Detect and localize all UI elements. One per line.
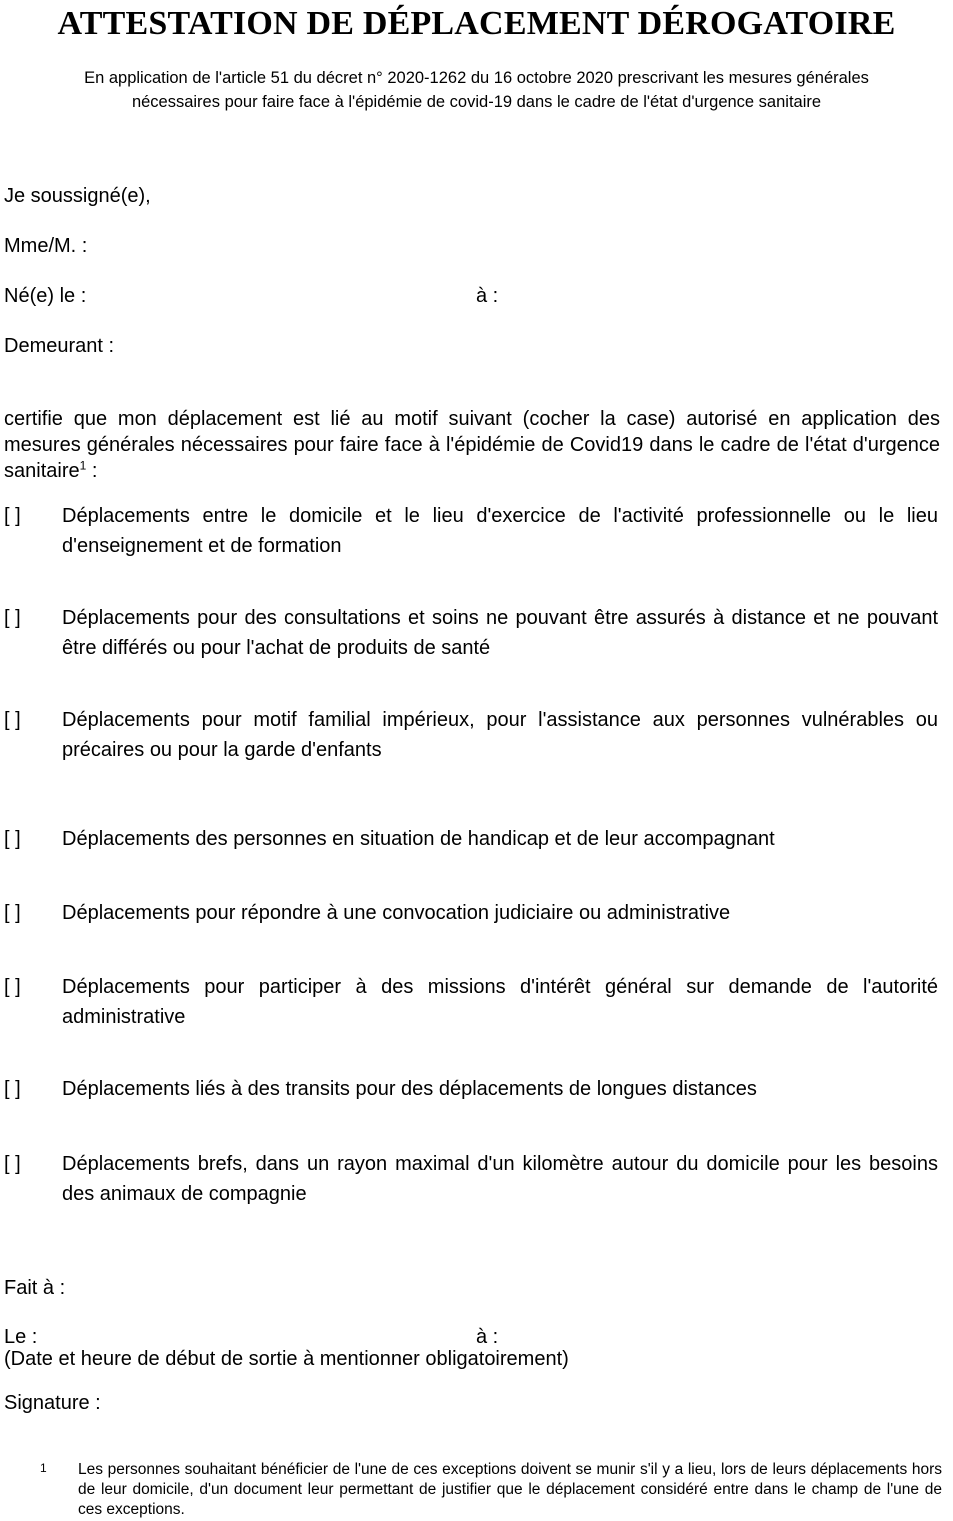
reason-label: Déplacements entre le domicile et le lieu d'exercice de l'activité professionnelle ou le lieu d'enseignement et de formation: [62, 505, 938, 557]
reason-checkbox[interactable]: [ ]: [4, 1078, 21, 1100]
date-label: Le :: [4, 1326, 38, 1348]
certification-paragraph: [4, 406, 940, 484]
document-title: ATTESTATION DE DÉPLACEMENT DÉROGATOIRE: [57, 5, 896, 42]
certification-suffix: :: [86, 460, 98, 482]
reason-checkbox[interactable]: [ ]: [4, 505, 21, 527]
reason-checkbox[interactable]: [ ]: [4, 976, 21, 998]
birthdate-field-label: Né(e) le :: [4, 285, 87, 307]
subtitle-line-2: nécessaires pour faire face à l'épidémie de covid-19 dans le cadre de l'état d'urgence sanitaire: [131, 93, 822, 111]
fait-a-label: Fait à :: [4, 1277, 66, 1299]
footnote-number: 1: [40, 1461, 47, 1475]
reason-label: Déplacements pour répondre à une convocation judiciaire ou administrative: [62, 902, 731, 924]
address-field-label: Demeurant :: [4, 335, 115, 357]
birthplace-field-label: à :: [476, 285, 499, 307]
footnote-reference: 1: [79, 458, 87, 473]
name-field-label: Mme/M. :: [4, 235, 88, 257]
reason-checkbox[interactable]: [ ]: [4, 1153, 21, 1175]
date-note: (Date et heure de début de sortie à mentionner obligatoirement): [4, 1348, 569, 1370]
reason-label: Déplacements pour motif familial impérieux, pour l'assistance aux personnes vulnérables ou précaires ou pour la garde d'enfants: [62, 709, 938, 761]
reason-checkbox[interactable]: [ ]: [4, 828, 21, 850]
reason-label: Déplacements brefs, dans un rayon maximal d'un kilomètre autour du domicile pour les besoins des animaux de compagnie: [62, 1153, 938, 1205]
certification-text: certifie que mon déplacement est lié au motif suivant (cocher la case) autorisé en application des mesures générales nécessaires pour faire face à l'épidémie de Covid19 dans le cadre de l'état d'urgence sanitaire: [4, 408, 940, 482]
reason-label: Déplacements liés à des transits pour des déplacements de longues distances: [62, 1078, 757, 1100]
reason-label: Déplacements pour participer à des missions d'intérêt général sur demande de l'autorité administrative: [62, 976, 938, 1028]
time-label: à :: [476, 1326, 499, 1348]
reason-checkbox[interactable]: [ ]: [4, 709, 21, 731]
subtitle-line-1: En application de l'article 51 du décret n° 2020-1262 du 16 octobre 2020 prescrivant les mesures générales: [84, 69, 869, 87]
reason-checkbox[interactable]: [ ]: [4, 607, 21, 629]
document-subtitle: [20, 66, 933, 114]
signature-label: Signature :: [4, 1392, 101, 1414]
footnote-text: Les personnes souhaitant bénéficier de l'une de ces exceptions doivent se munir s'il y a lieu, lors de leurs déplacements hors de leur domicile, d'un document leur permettant de justifier que le déplacement considéré entre dans le champ de l'une de ces exceptions.: [78, 1461, 942, 1518]
reason-label: Déplacements des personnes en situation de handicap et de leur accompagnant: [62, 828, 775, 850]
soussigne-label: Je soussigné(e),: [4, 185, 151, 207]
reason-checkbox[interactable]: [ ]: [4, 902, 21, 924]
reason-label: Déplacements pour des consultations et soins ne pouvant être assurés à distance et ne pouvant être différés ou pour l'achat de produits de santé: [62, 607, 938, 659]
